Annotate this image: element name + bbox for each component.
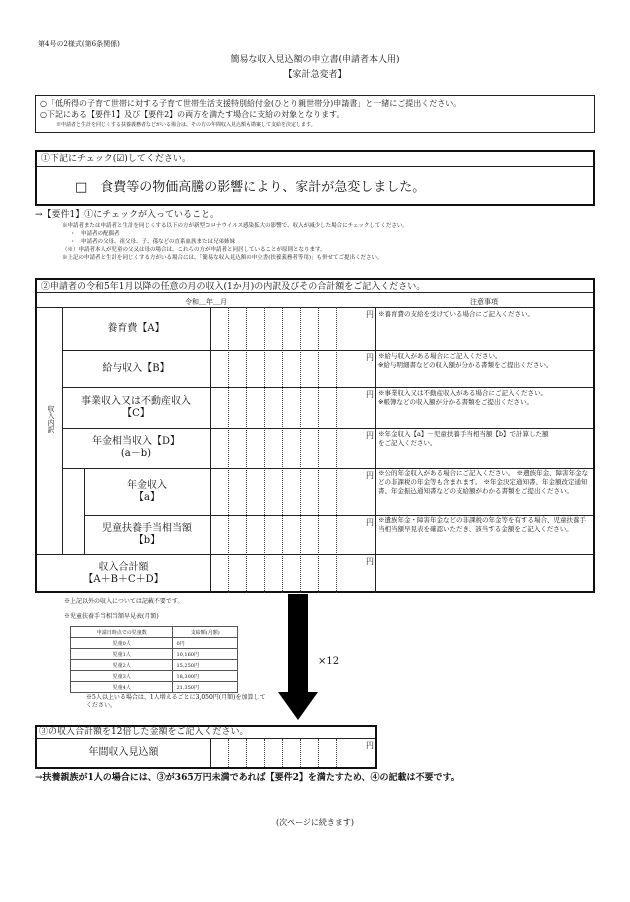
month-header: 令和＿年＿月 <box>185 298 227 306</box>
form-subtitle: 【家計急変者】 <box>283 70 347 80</box>
yen-c: 円 <box>366 390 374 399</box>
table-cell: 児童1人 <box>71 649 173 660</box>
row-label-d: 年金相当収入【D】 (a－b) <box>91 436 181 459</box>
chart-title: ※児童扶養手当相当額早見表(月額) <box>64 613 159 620</box>
annual-income-label: 年間収入見込額 <box>88 747 159 758</box>
req1-note-4: ※上記の申請者と生計を同じくする方がいる場合には、「簡易な収入見込額の申立書(扶養義務者等用)」も併せてご提出ください。 <box>62 255 383 261</box>
row-label-total: 収入合計額 【A＋B＋C＋D】 <box>83 561 164 585</box>
note-pension: ※公的年金収入がある場合にご記入ください。 ※遺族年金、障害年金などの非課税の年金等も含まれます。 ※年金決定通知書、年金額改定通知書、年金振込通知書などの支給額がわかる書類をご提出ください。 <box>378 469 589 495</box>
row-label-b: 給与収入【B】 <box>102 362 170 374</box>
yen-b: 円 <box>366 353 374 362</box>
chart-note: ※5人以上いる場合は、1人増えるごとに3,050円(月額)を加算してください。 <box>86 694 266 709</box>
note-c: ※事業収入又は不動産収入がある場合にご記入ください。 ※帳簿などの収入額が分かる書類をご提出ください。 <box>378 389 547 406</box>
annual-income-input[interactable] <box>211 739 375 767</box>
table-row <box>71 671 238 682</box>
side-label: 収入内訳 <box>47 405 55 433</box>
amount-input-a[interactable] <box>211 308 374 349</box>
form-number: 第4号の2様式(第6条関係) <box>38 40 120 48</box>
yen-annual: 円 <box>366 741 374 750</box>
table-cell: 児童3人 <box>71 671 173 682</box>
down-arrow-icon <box>278 594 318 722</box>
intro-line1: ○「低所得の子育て世帯に対する子育て世帯生活支援特別給付金(ひとり親世帯分)申請書」と一緒にご提出ください。 <box>40 99 462 108</box>
table-row <box>71 627 238 638</box>
amount-input-b[interactable] <box>211 351 374 386</box>
row-label-a: 養育費【A】 <box>107 322 165 334</box>
footnote-other-income: ※上記以外の収入については記載不要です。 <box>64 598 184 605</box>
yen-d: 円 <box>366 431 374 440</box>
section2-header: ②申請者の令和5年1月以降の任意の月の収入(1か月)の内訳及びその合計額をご記入ください。 <box>41 282 426 292</box>
table-row <box>71 682 238 693</box>
table-row <box>71 649 238 660</box>
table-header-children: 申請日時点での児童数 <box>71 627 173 638</box>
note-child-allowance: ※遺族年金・障害年金などの非課税の年金等を有する場合、児童扶養手当相当額早見表を確認いただき、該当する金額をご記入ください。 <box>378 516 586 533</box>
row-label-pension: 年金収入 【a】 <box>127 479 167 503</box>
table-cell: 児童4人 <box>71 682 173 693</box>
note-a: ※養育費の支給を受けている場合にご記入ください。 <box>378 310 534 318</box>
yen-pension: 円 <box>366 471 374 480</box>
table-cell: 18,300円 <box>173 671 238 682</box>
amount-input-pension[interactable] <box>211 469 374 514</box>
form-title: 簡易な収入見込額の申立書(申請者本人用) <box>230 55 400 65</box>
table-row <box>71 638 238 649</box>
notes-header: 注意事項 <box>470 298 498 306</box>
section1-box <box>35 150 595 206</box>
multiplier-label: ×12 <box>318 656 340 667</box>
table-header-amount: 支給額(月額) <box>173 627 238 638</box>
table-cell: 児童2人 <box>71 660 173 671</box>
section3-header: ③の収入合計額を12倍した金額をご記入ください。 <box>39 727 249 737</box>
section1-header: ①下記にチェック(☑)してください。 <box>41 154 191 164</box>
amount-input-c[interactable] <box>211 388 374 427</box>
table-cell: 0円 <box>173 638 238 649</box>
row-label-child-allowance: 児童扶養手当相当額 【b】 <box>102 522 192 546</box>
req1-note-3: （※）申請者本人が児童の父又は母の場合は、これらの方が申請者と同居していることが原則となります。 <box>62 247 326 253</box>
table-row <box>71 660 238 671</box>
req1-title: →【要件1】①にチェックが入っていること。 <box>35 210 219 220</box>
amount-input-child-allowance[interactable] <box>211 516 374 553</box>
table-cell: 10,160円 <box>173 649 238 660</box>
req1-note-0: ※申請者または申請者と生計を同じくする以下の方が新型コロナウイルス感染拡大の影響で、収入が減少した場合にチェックしてください。 <box>62 223 408 229</box>
req2-note: →扶養親族が1人の場合には、③が365万円未満であれば【要件2】を満たすため、④の記載は不要です。 <box>35 773 460 783</box>
yen-child-allowance: 円 <box>366 518 374 527</box>
table-cell: 21,350円 <box>173 682 238 693</box>
row-label-c: 事業収入又は不動産収入 【C】 <box>81 395 191 419</box>
footer-continued: (次ページに続きます) <box>275 818 355 827</box>
req1-note-2: ・ 申請者の父母、祖父母、子、孫などの直系血族または兄弟姉妹 <box>70 239 236 245</box>
amount-input-total[interactable] <box>211 555 374 592</box>
note-d: ※年金収入【a】－児童扶養手当相当額【b】で計算した額 をご記入ください。 <box>378 430 549 447</box>
section1-checkbox[interactable]: □ 食費等の物価高騰の影響により、家計が急変しました。 <box>75 180 426 195</box>
yen-total: 円 <box>366 557 374 566</box>
table-cell: 15,250円 <box>173 660 238 671</box>
intro-box <box>35 95 595 133</box>
req1-note-1: ・ 申請者の配偶者 <box>70 231 120 237</box>
note-b: ※給与収入がある場合にご記入ください。 ※給与明細書などの収入額が分かる書類をご提出ください。 <box>378 352 553 369</box>
yen-a: 円 <box>366 310 374 319</box>
amount-input-d[interactable] <box>211 429 374 467</box>
intro-line3: ※申請者と生計を同じくする扶養義務者などがいる場合は、その方の年間収入見込額も勘案して支給を決定します。 <box>56 122 316 128</box>
table-cell: 児童0人 <box>71 638 173 649</box>
child-allowance-table <box>70 626 238 693</box>
intro-line2: ○下記にある【要件1】及び【要件2】の両方を満たす場合に支給の対象となります。 <box>40 110 345 119</box>
